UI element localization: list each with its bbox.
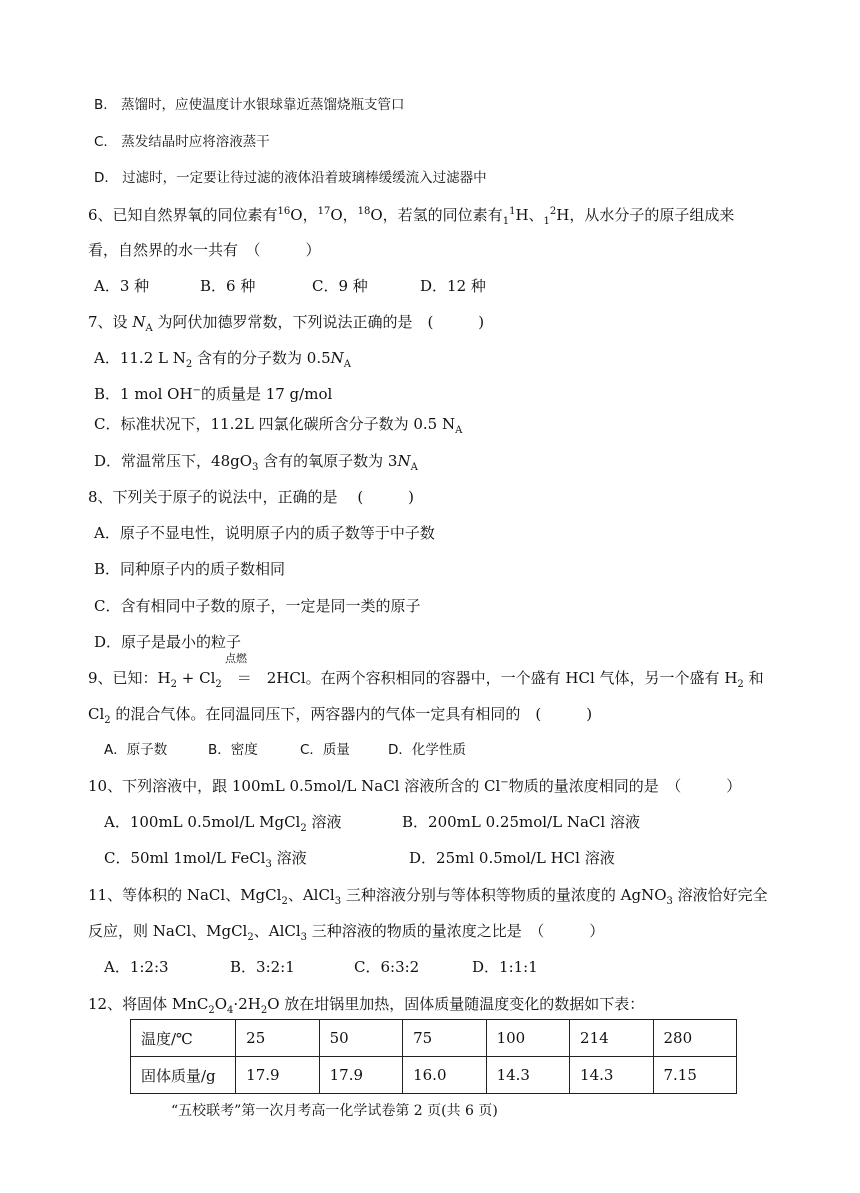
table-row <box>131 1020 737 1057</box>
q6-option-b: B．6 种 <box>200 277 256 295</box>
q11-stem-line2: 反应，则 NaCl、MgCl$_2$、AlCl$_3$ 三种溶液的物质的量浓度之比是 （ ） <box>88 922 605 943</box>
table-cell: 100 <box>486 1020 569 1057</box>
q6-options <box>94 276 486 296</box>
q6-option-a: A．3 种 <box>94 277 150 295</box>
q5-option-b: B. 蒸馏时，应使温度计水银球靠近蒸馏烧瓶支管口 <box>94 97 405 113</box>
q5-option-c: C. 蒸发结晶时应将溶液蒸干 <box>94 134 270 150</box>
q9-stem-line2: $Cl_2$ 的混合气体。在同温同压下，两容器内的气体一定具有相同的 ( ) <box>88 705 593 726</box>
table-header-cell: 温度/℃ <box>131 1020 236 1057</box>
q6-option-d: D．12 种 <box>420 277 486 295</box>
q11-option-a: A．1:2:3 <box>104 958 169 976</box>
q11-option-b: B．3:2:1 <box>230 958 295 976</box>
q5-option-d: D. 过滤时，一定要让待过滤的液体沿着玻璃棒缓缓流入过滤器中 <box>94 170 487 186</box>
table-cell: 75 <box>403 1020 486 1057</box>
q8-option-a: A．原子不显电性，说明原子内的质子数等于中子数 <box>94 524 435 542</box>
q11-option-d: D．1:1:1 <box>472 958 538 976</box>
q8-option-c: C．含有相同中子数的原子，一定是同一类的原子 <box>94 597 421 615</box>
q7-option-d: D．常温常压下，$48gO_3$ 含有的氧原子数为 $3N_A$ <box>94 452 418 473</box>
q11-options <box>104 957 538 977</box>
q8-option-d: D．原子是最小的粒子 <box>94 633 242 651</box>
q9-stem-line1: 9、已知：$H_2 + Cl_2$ ＝ 2HCl。在两个容积相同的容器中，一个盛有 HCl 气体，另一个盛有 $H_2$ 和 <box>88 669 764 690</box>
table-cell: 7.15 <box>653 1057 737 1094</box>
q9-option-d: D．化学性质 <box>388 742 466 758</box>
table-cell: 25 <box>236 1020 319 1057</box>
table-cell: 17.9 <box>236 1057 319 1094</box>
q7-option-c: C．标准状况下，11.2L 四氯化碳所含分子数为 0.5 $N_A$ <box>94 415 463 436</box>
q6-stem-line1: 6、已知自然界氧的同位素有$^{16}$O，$^{17}$O，$^{18}$O，若氢的同位素有$_1^1$H、$_1^2$H，从水分子的原子组成来 <box>88 206 735 227</box>
q12-stem: 12、将固体 $MnC_2O_4\cdot 2H_2O$ 放在坩锅里加热，固体质量随温度变化的数据如下表： <box>88 995 645 1016</box>
table-header-cell: 固体质量/g <box>131 1057 236 1094</box>
q10-stem: 10、下列溶液中，跟 100mL 0.5mol/L NaCl 溶液所含的 Cl−物质的量浓度相同的是 （ ） <box>88 777 742 795</box>
temperature-mass-table <box>130 1019 737 1094</box>
q8-stem: 8、下列关于原子的说法中，正确的是 ( ) <box>88 488 415 506</box>
q11-option-c: C．6:3:2 <box>354 958 420 976</box>
q9-option-b: B．密度 <box>208 742 258 758</box>
q10-option-a: A．100mL 0.5mol/L MgCl$_2$ 溶液 <box>104 813 342 834</box>
q10-option-c: C．50ml 1mol/L FeCl$_3$ 溶液 <box>104 849 307 870</box>
table-cell: 50 <box>319 1020 402 1057</box>
table-cell: 214 <box>570 1020 653 1057</box>
table-cell: 16.0 <box>403 1057 486 1094</box>
q10-option-d: D．25ml 0.5mol/L HCl 溶液 <box>409 849 615 867</box>
q6-option-c: C．9 种 <box>312 277 368 295</box>
q7-option-a: A．11.2 L $N_2$ 含有的分子数为 $0.5N_A$ <box>94 349 351 370</box>
q11-stem-line1: 11、等体积的 NaCl、MgCl$_2$、AlCl$_3$ 三种溶液分别与等体积等物质的量浓度的 AgNO$_3$ 溶液恰好完全 <box>88 886 768 907</box>
q9-option-c: C．质量 <box>300 742 350 758</box>
q9-options <box>104 740 466 760</box>
q6-stem-line2: 看，自然界的水一共有 （ ） <box>88 241 321 259</box>
ignite-condition-label: 点燃 <box>225 652 247 665</box>
page-footer: “五校联考”第一次月考高一化学试卷第 2 页(共 6 页) <box>171 1103 498 1119</box>
q7-stem: 7、设 $N_A$ 为阿伏加德罗常数，下列说法正确的是 ( ) <box>88 313 485 334</box>
q9-option-a: A．原子数 <box>104 742 168 758</box>
table-cell: 280 <box>653 1020 737 1057</box>
q10-option-b: B．200mL 0.25mol/L NaCl 溶液 <box>402 813 640 831</box>
table-row <box>131 1057 737 1094</box>
table-cell: 17.9 <box>319 1057 402 1094</box>
q7-option-b: B．1 mol OH−的质量是 17 g/mol <box>94 385 333 403</box>
q8-option-b: B．同种原子内的质子数相同 <box>94 560 286 578</box>
table-cell: 14.3 <box>486 1057 569 1094</box>
table-cell: 14.3 <box>570 1057 653 1094</box>
